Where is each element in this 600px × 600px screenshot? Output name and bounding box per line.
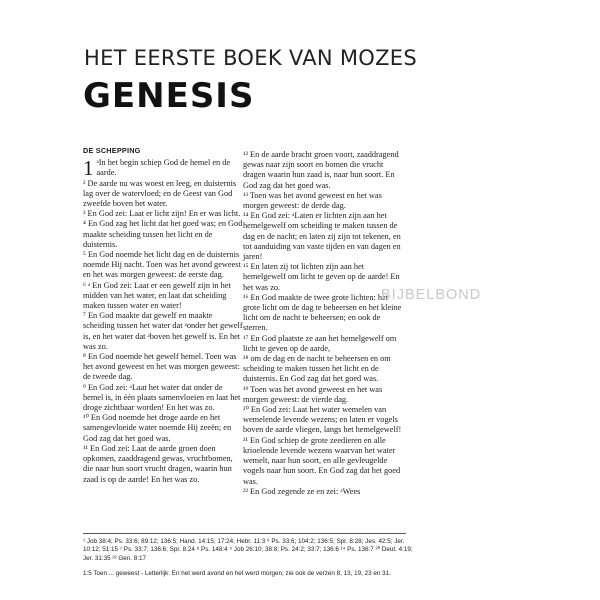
verse: ³ En God zei: Laat er licht zijn! En er was licht. [83, 209, 241, 219]
verse: ¹⁴ En God zei: ᵃLaten er lichten zijn aan het hemelgewelf om scheiding te maken tussen de dag en de nacht; en laten zij zijn tot tekenen, en tot aanduiding van vaste tijden en van dagen en jaren! [243, 211, 401, 262]
verse: ¹¹ En God zei: Laat de aarde groen doen opkomen, zaaddragend gewas, vruchtbomen, die naar hun soort vrucht dragen, waarin hun zaad is op de aarde! En het was zo. [83, 443, 233, 484]
verse: ⁸ En God noemde het gewelf hemel. Toen was het avond geweest en het was morgen geweest: de tweede dag. [83, 352, 240, 382]
footnote: 1:5 Toen ... geweest - Letterlijk: En het werd avond en het werd morgen; zie ook de verzen 8, 13, 19, 23 en 31. [83, 570, 391, 577]
verse: ¹⁶ En God maakte de twee grote lichten: het grote licht om de dag te beheersen en het kleine licht om de nacht te beheersen; en ook de sterren. [243, 292, 402, 333]
book-name: GENESIS [83, 76, 255, 116]
section-heading: DE SCHEPPING [83, 146, 141, 155]
book-title: HET EERSTE BOEK VAN MOZES [84, 46, 417, 70]
right-column [243, 150, 406, 497]
verse: ¹⁷ En God plaatste ze aan het hemelgewelf om licht te geven op de aarde, [243, 333, 397, 353]
verse: ² De aarde nu was woest en leeg, en duisternis lag over de watervloed; en de Geest van God zweefde boven het water. [83, 178, 237, 209]
footnote-divider [83, 533, 406, 534]
verse: ¹⁸ om de dag en de nacht te beheersen en om scheiding te maken tussen het licht en de duisternis. En God zag dat het goed was. [243, 354, 391, 384]
verse: ⁶ ᵃ En God zei: Laat er een gewelf zijn in het midden van het water, en laat dat scheiding maken tussen water en water! [83, 280, 231, 311]
verse: ⁹ En God zei: ᵃLaat het water dat onder de hemel is, in één plaats samenvloeien en laat het droge zichtbaar worden! En het was zo. [83, 382, 241, 413]
verse: ⁴ En God zag het licht dat het goed was; en God maakte scheiding tussen het licht en de duisternis. [83, 219, 243, 249]
verse: ¹³ Toen was het avond geweest en het was morgen geweest: de derde dag. [243, 190, 382, 211]
verse: ¹² En de aarde bracht groen voort, zaaddragend gewas naar zijn soort en bomen die vrucht dragen waarin hun zaad is, naar hun soort. En God zag dat het goed was. [243, 150, 399, 190]
verse: ¹⁰ En God noemde het droge aarde en het samengevloeide water noemde Hij zeeën; en God zag dat het goed was. [83, 413, 232, 443]
verse: ¹⁹ Toen was het avond geweest en het was morgen geweest: de vierde dag. [243, 384, 383, 404]
chapter-number: 1 [83, 156, 94, 181]
cross-references: ¹ Job 38:4; Ps. 33:6; 89:12; 136:5; Hand. 14:15; 17:24; Hebr. 11:3 ⁶ Ps. 33:6; 104:2; 136:5; Spr. 8:28; Jes. 42:5; Jer. 10:12; 51:15 ⁷ Ps. 33:7; 136:6; Spr. 8:24 ⁸ Ps. 148:4 ⁹ Job 26:10; 38:8; Ps. 24:2; 33:7; 136:6 ¹⁴ Ps. 136:7 ²⁰ Deut. 4:19; Jer. 31:35 ²² Gen. 8:17 [83, 538, 413, 562]
left-column [83, 146, 243, 485]
verse: ᵃIn het begin schiep God de hemel en de aarde. [96, 158, 231, 178]
verse: ⁵ En God noemde het licht dag en de duisternis noemde Hij nacht. Toen was het avond geweest en het was morgen geweest: de eerste dag. [83, 250, 241, 280]
verse: ¹⁵ En laten zij tot lichten zijn aan het hemelgewelf om licht te geven op de aarde! En het was zo. [243, 262, 400, 292]
watermark: BIJBELBOND [381, 287, 482, 303]
verse: ²² En God zegende ze en zei: ᵃWees [243, 486, 361, 496]
verse: ²¹ En God schiep de grote zeedieren en alle krioelende levende wezens waarvan het water wemelt, naar hun soort, en alle gevleugelde vogels naar hun soort. En God zag dat het goed was. [243, 435, 401, 486]
verse: ⁷ En God maakte dat gewelf en maakte scheiding tussen het water dat ᵃonder het gewelf is, en het water dat ᵃboven het gewelf is. En het was zo. [83, 311, 243, 351]
verse: ²⁰ En God zei: Laat het water wemelen van wemelende levende wezens; en laten er vogels boven de aarde vliegen, langs het hemelgewelf! [243, 405, 402, 435]
